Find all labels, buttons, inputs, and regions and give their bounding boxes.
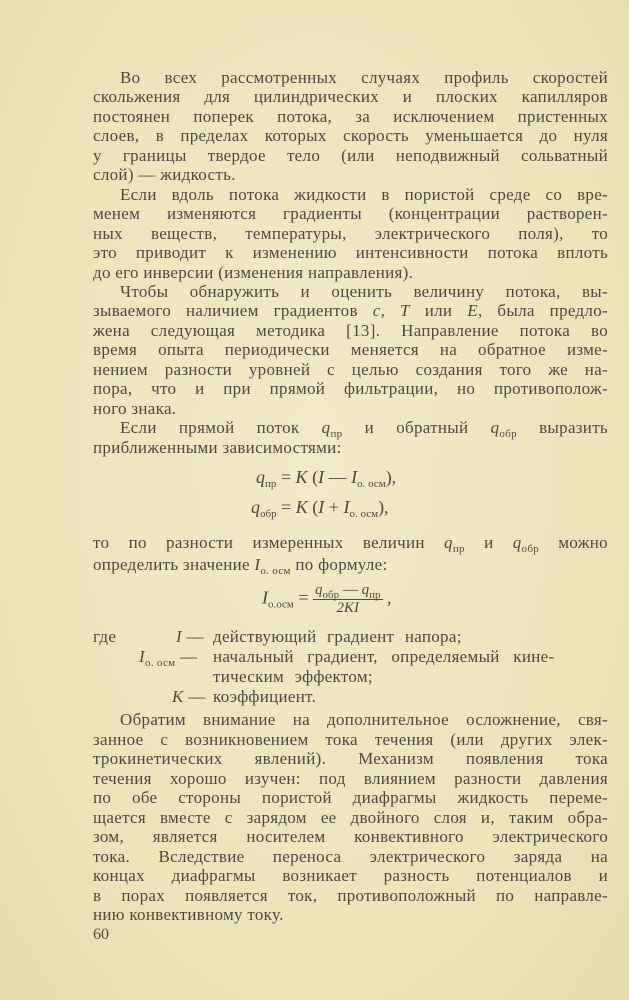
definition-continued: тическим эффектом;	[213, 667, 373, 686]
text-run: жена следующая методика [13]. Направление потока во	[93, 320, 608, 340]
formula-forward-flow	[256, 467, 396, 488]
var: I	[318, 467, 325, 487]
text-line	[120, 710, 608, 730]
text-line	[93, 730, 608, 750]
text-run: Если прямой поток	[120, 418, 322, 437]
text-line	[93, 340, 608, 360]
text-run: ,	[380, 301, 401, 321]
where-item	[172, 687, 206, 707]
var: I	[351, 467, 358, 487]
paren: (	[307, 467, 319, 487]
var: K	[172, 687, 184, 706]
definition: действующий градиент напора;	[213, 627, 462, 646]
text-run: по формуле:	[290, 555, 388, 574]
text-run: концах диафрагмы возникает разность потенциалов и	[93, 866, 608, 885]
text-run: , была предло-	[477, 301, 608, 321]
math-var: E	[467, 301, 478, 321]
text-line	[93, 107, 608, 127]
text-run: тока. Вследствие переноса электрического заряда на	[93, 846, 608, 866]
text-run: можно	[539, 533, 608, 552]
var: I	[176, 627, 182, 646]
text-run: определить значение	[93, 555, 255, 574]
operator: +	[324, 497, 344, 517]
subscript: пр	[330, 428, 343, 440]
text-run: занное с возникновением тока течения (или других элек-	[93, 729, 608, 749]
text-run: скольжения для цилиндрических и плоских капилляров	[93, 87, 608, 107]
math-var: I	[254, 555, 261, 574]
where-item	[176, 627, 204, 647]
text-line	[93, 533, 608, 553]
where-label: где	[93, 627, 117, 646]
subscript: о. осм	[349, 508, 379, 520]
definition: начальный градиент, определяемый кине-	[213, 647, 555, 666]
text-line	[93, 808, 608, 828]
text-run: ных веществ, температуры, электрического поля), то	[93, 223, 608, 243]
math-var: q	[512, 533, 522, 552]
text-line	[93, 146, 608, 166]
where-item	[139, 647, 197, 667]
var: q	[315, 582, 323, 598]
subscript: обр	[499, 428, 517, 440]
text-run: зом, является носителем конвективного электрического	[93, 827, 608, 846]
operator: —	[339, 582, 362, 598]
var: q	[361, 582, 370, 598]
text-line	[93, 555, 608, 575]
text-run: и	[464, 533, 513, 552]
text-run: трокинетических явлений). Механизм появления тока	[93, 749, 608, 768]
text-run: слоев, в пределах которых скорость уменьшается до нуля	[93, 126, 608, 146]
numerator	[313, 582, 383, 600]
formula-reverse-flow	[251, 497, 389, 518]
text-run: нию конвективному току.	[93, 905, 284, 924]
text-run: у границы твердое тело (или неподвижный сольватный	[93, 145, 608, 165]
text-line	[93, 749, 608, 769]
text-line	[93, 263, 608, 283]
text-line	[93, 87, 608, 107]
fraction	[313, 582, 383, 617]
text-run: Чтобы обнаружить и оценить величину потока, вы-	[120, 281, 608, 301]
text-run: менем изменяются градиенты (концентрации растворен-	[93, 204, 608, 224]
text-run: Во всех рассмотренных случаях профиль скоростей	[120, 68, 608, 87]
equals: =	[276, 467, 296, 487]
text-line	[93, 243, 608, 263]
text-line	[93, 886, 608, 906]
math-var: q	[444, 533, 453, 552]
text-run: приближенными зависимостями:	[93, 438, 342, 457]
text-run: нением разности уровней с целью создания того же на-	[93, 359, 608, 379]
text-run: слой) — жидкость.	[93, 165, 236, 185]
math-var: q	[490, 418, 500, 437]
text-run: и обратный	[342, 418, 491, 437]
text-line	[93, 905, 608, 925]
var: K	[295, 497, 308, 517]
text-line	[120, 68, 608, 88]
equals: =	[293, 587, 314, 608]
paren: ),	[378, 497, 389, 517]
text-line	[93, 379, 608, 399]
text-run: или	[409, 301, 468, 321]
dash: —	[183, 687, 206, 706]
dash: —	[181, 627, 204, 646]
formula-initial-gradient	[262, 582, 392, 617]
dash: —	[175, 647, 198, 666]
text-line	[93, 165, 608, 185]
text-run: Обратим внимание на дополнительное осложнение, свя-	[120, 710, 608, 729]
text-line	[93, 847, 608, 867]
subscript: обр	[521, 543, 540, 555]
subscript: о.осм	[268, 598, 294, 611]
text-line	[93, 360, 608, 380]
text-run: постоянен поперек потока, за исключением пристенных	[93, 106, 608, 126]
var: q	[256, 467, 265, 487]
text-line	[120, 282, 608, 302]
text-line	[93, 866, 608, 886]
text-line	[120, 185, 608, 205]
text-run: по обе стороны пористой диафрагмы жидкость переме-	[93, 788, 608, 807]
subscript: пр	[369, 589, 381, 601]
math-var: c	[372, 301, 381, 321]
subscript: обр	[260, 508, 277, 520]
subscript: пр	[452, 543, 465, 555]
text-run: в порах появляется ток, противоположный по направле-	[93, 885, 608, 905]
text-line	[93, 224, 608, 244]
text-run: выразить	[516, 418, 608, 437]
paren: ),	[385, 467, 397, 487]
text-line	[93, 788, 608, 808]
text-run: ного знака.	[93, 398, 177, 418]
text-run: щается вместе с зарядом ее двойного слоя и, таким обра-	[93, 807, 608, 827]
text-run: течения хорошо изучен: под влиянием разности давления	[93, 768, 608, 788]
subscript: обр	[322, 589, 340, 601]
text-line	[93, 321, 608, 341]
equals: =	[276, 497, 296, 517]
math-var: q	[321, 418, 331, 437]
var: K	[295, 467, 308, 487]
text-line	[120, 418, 608, 438]
text-line	[93, 301, 608, 321]
text-line	[93, 827, 608, 847]
text-line	[93, 399, 608, 419]
text-run: время опыта периодически меняется на обратное изме-	[93, 340, 608, 360]
page-number: 60	[93, 926, 109, 943]
subscript: о. осм	[260, 565, 291, 577]
denominator: 2KI	[336, 600, 360, 616]
var: I	[262, 587, 268, 608]
subscript: пр	[265, 478, 277, 490]
definition: коэффициент.	[213, 687, 317, 706]
text-run: это приводит к изменению интенсивности потока вплоть	[93, 243, 608, 263]
text-run: пора, что и при прямой фильтрации, но противополож-	[93, 379, 608, 399]
text-line	[93, 438, 608, 458]
text-run: Если вдоль потока жидкости в пористой среде со вре-	[120, 184, 608, 204]
text-line	[93, 126, 608, 146]
text-run: то по разности измеренных величин	[93, 533, 444, 552]
var: I	[139, 647, 145, 666]
subscript: о. осм	[144, 657, 176, 669]
paren: (	[307, 497, 319, 517]
text-run: зываемого наличием градиентов	[93, 301, 373, 321]
comma: ,	[382, 587, 392, 608]
var: I	[343, 497, 350, 517]
subscript: о. осм	[357, 478, 386, 490]
text-line	[93, 204, 608, 224]
text-line	[93, 769, 608, 789]
var: I	[318, 497, 325, 517]
text-run: до его инверсии (изменения направления).	[93, 262, 414, 282]
var: q	[251, 497, 260, 517]
math-var: T	[400, 301, 410, 321]
operator: —	[324, 467, 352, 487]
